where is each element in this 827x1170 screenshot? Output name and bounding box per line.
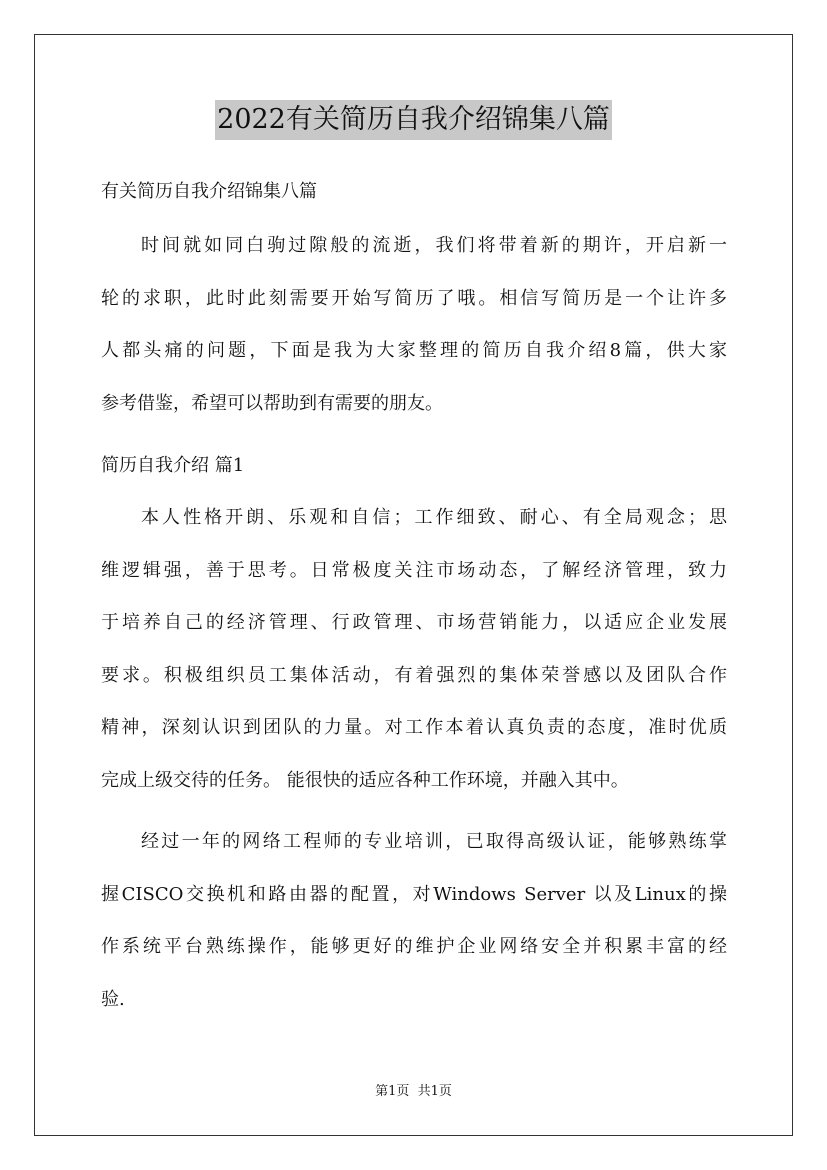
paragraph-line: 本人性格开朗、乐观和自信；工作细致、耐心、有全局观念；思 bbox=[141, 507, 727, 528]
paragraph-line: 要求。积极组织员工集体活动，有着强烈的集体荣誉感以及团队合作 bbox=[101, 664, 727, 686]
paragraph-line: 完成上级交待的任务。 能很快的适应各种工作环境，并融入其中。 bbox=[101, 769, 629, 791]
paragraph-1 bbox=[101, 492, 727, 808]
section-heading: 简历自我介绍 篇1 bbox=[101, 455, 245, 476]
paragraph-line: 作系统平台熟练操作，能够更好的维护企业网络安全并积累丰富的经 bbox=[101, 936, 727, 958]
intro-paragraph bbox=[101, 220, 727, 430]
paragraph-line: 握CISCO交换机和路由器的配置，对Windows Server 以及Linux的操 bbox=[101, 883, 727, 905]
intro-line: 人都头痛的问题，下面是我为大家整理的简历自我介绍8篇，供大家 bbox=[101, 340, 727, 362]
intro-line: 轮的求职，此时此刻需要开始写简历了哦。相信写简历是一个让许多 bbox=[101, 287, 727, 309]
document-subtitle: 有关简历自我介绍锦集八篇 bbox=[101, 181, 317, 202]
paragraph-line: 维逻辑强，善于思考。日常极度关注市场动态，了解经济管理，致力 bbox=[101, 559, 727, 581]
page-footer bbox=[0, 1083, 827, 1101]
paragraph-line: 于培养自己的经济管理、行政管理、市场营销能力，以适应企业发展 bbox=[101, 612, 727, 634]
paragraph-2 bbox=[101, 816, 727, 1026]
paragraph-line: 验. bbox=[101, 988, 125, 1010]
paragraph-line: 经过一年的网络工程师的专业培训，已取得高级认证，能够熟练掌 bbox=[141, 831, 727, 852]
page-number: 第1页 bbox=[375, 1084, 410, 1099]
title-container bbox=[0, 100, 827, 140]
paragraph-line: 精神，深刻认识到团队的力量。对工作本着认真负责的态度，准时优质 bbox=[101, 717, 727, 739]
intro-line: 时间就如同白驹过隙般的流逝，我们将带着新的期许，开启新一 bbox=[141, 235, 727, 256]
page-total: 共1页 bbox=[417, 1084, 452, 1099]
document-title: 2022有关简历自我介绍锦集八篇 bbox=[215, 100, 612, 140]
intro-line: 参考借鉴，希望可以帮助到有需要的朋友。 bbox=[101, 392, 443, 414]
